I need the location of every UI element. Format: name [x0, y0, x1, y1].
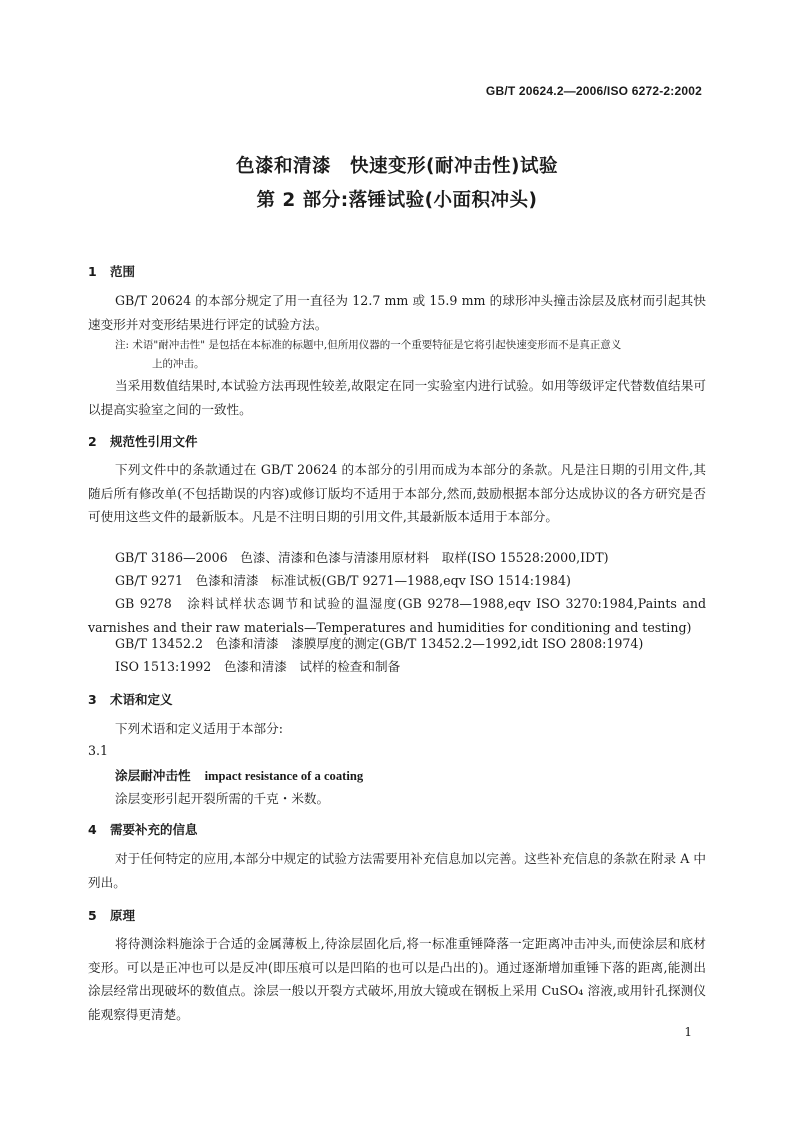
section-number: 1 [88, 264, 97, 279]
section-2-heading [88, 432, 198, 450]
term-number: 3.1 [88, 743, 109, 758]
reference-item: GB/T 13452.2 色漆和清漆 漆膜厚度的测定(GB/T 13452.2—1992,idt ISO 2808:1974) [115, 636, 644, 651]
term-definition: 涂层变形引起开裂所需的千克・米数。 [115, 791, 330, 806]
scope-paragraph: GB/T 20624 的本部分规定了用一直径为 12.7 mm 或 15.9 mm 的球形冲头撞击涂层及底材而引起其快速变形并对变形结果进行评定的试验方法。 [88, 293, 706, 332]
section-title: 术语和定义 [110, 692, 173, 707]
reference-item: GB/T 9271 色漆和清漆 标准试板(GB/T 9271—1988,eqv ISO 1514:1984) [115, 573, 571, 588]
normative-references-paragraph: 下列文件中的条款通过在 GB/T 20624 的本部分的引用而成为本部分的条款。凡是注日期的引用文件,其随后所有修改单(不包括勘误的内容)或修订版均不适用于本部分,然而,鼓励根据本部分达成协议的各方研究是否可使用这些文件的最新版本。凡是不注明日期的引用文件,其最新版本适用于本部分。 [88, 462, 706, 524]
supplementary-info-paragraph: 对于任何特定的应用,本部分中规定的试验方法需要用补充信息加以完善。这些补充信息的条款在附录 A 中列出。 [88, 851, 706, 890]
principle-paragraph: 将待测涂料施涂于合适的金属薄板上,待涂层固化后,将一标准重锤降落一定距离冲击冲头,而使涂层和底材变形。可以是正冲也可以是反冲(即压痕可以是凹陷的也可以是凸出的)。通过逐渐增加重锤下落的距离,能测出涂层经常出现破坏的数值点。涂层一般以开裂方式破坏,用放大镜或在钢板上采用 CuSO₄ 溶液,或用针孔探测仪能观察得更清楚。 [88, 936, 706, 1022]
term-chinese: 涂层耐冲击性 [115, 768, 191, 783]
reference-item: GB/T 3186—2006 色漆、清漆和色漆与清漆用原材料 取样(ISO 15528:2000,IDT) [115, 550, 609, 565]
section-title: 原理 [110, 908, 136, 923]
page-number: 1 [684, 1025, 692, 1039]
section-title: 规范性引用文件 [110, 434, 198, 449]
section-number: 2 [88, 434, 97, 449]
section-title: 范围 [110, 264, 136, 279]
section-number: 3 [88, 692, 97, 707]
term-entry [115, 765, 363, 784]
section-number: 4 [88, 822, 97, 837]
note-line-1: 注: 术语"耐冲击性" 是包括在本标准的标题中,但所用仪器的一个重要特征是它将引起快速变形而不是真正意义 [115, 339, 622, 351]
reference-item: ISO 1513:1992 色漆和清漆 试样的检查和制备 [115, 659, 401, 674]
scope-paragraph-2: 当采用数值结果时,本试验方法再现性较差,故限定在同一实验室内进行试验。如用等级评定代替数值结果可以提高实验室之间的一致性。 [88, 378, 706, 417]
section-4-heading [88, 820, 198, 838]
section-1-heading [88, 262, 135, 280]
terms-intro: 下列术语和定义适用于本部分: [115, 721, 283, 736]
section-5-heading [88, 906, 135, 924]
scope-note [115, 336, 705, 374]
note-line-2: 上的冲击。 [152, 358, 205, 370]
term-english: impact resistance of a coating [204, 769, 364, 783]
section-3-heading [88, 690, 173, 708]
standard-code: GB/T 20624.2—2006/ISO 6272-2:2002 [485, 84, 702, 98]
section-title: 需要补充的信息 [110, 822, 198, 837]
reference-item: GB 9278 涂料试样状态调节和试验的温湿度(GB 9278—1988,eqv ISO 3270:1984,Paints and varnishes and their raw materials—Temperatures and humidities for conditioning and testing) [88, 596, 706, 635]
document-title-line1: 色漆和清漆 快速变形(耐冲击性)试验 [236, 156, 558, 177]
section-number: 5 [88, 908, 97, 923]
document-title-line2: 第 2 部分:落锤试验(小面积冲头) [256, 190, 538, 211]
